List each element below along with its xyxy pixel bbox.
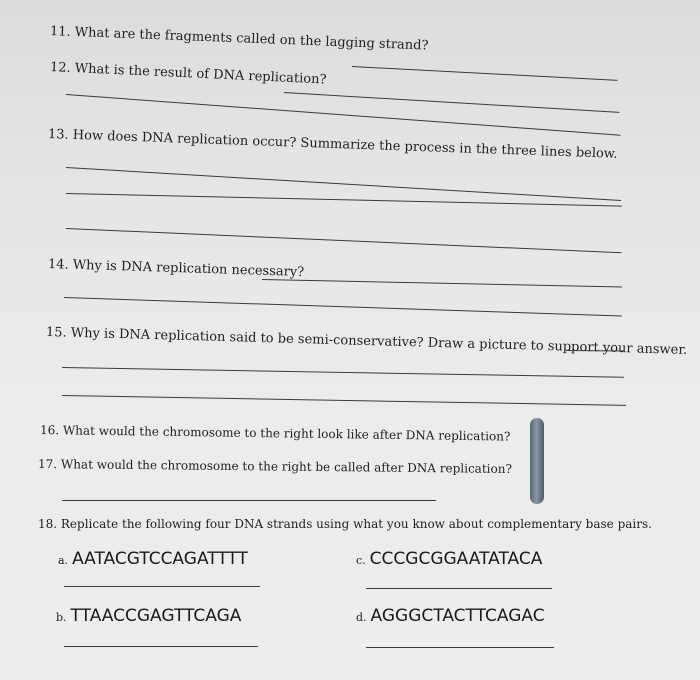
answer-line-18a [64,586,260,587]
strand-d-label: d. [356,611,367,624]
strand-b-label: b. [56,611,67,624]
question-11: 11. What are the fragments called on the lagging strand? [49,24,429,54]
answer-line-12b [66,94,621,136]
answer-line-14a [262,279,622,288]
strand-b [56,606,241,626]
answer-line-15c [62,395,626,406]
answer-line-18b [64,646,258,647]
question-15: 15. Why is DNA replication said to be semi-conservative? Draw a picture to support your answer. [45,325,688,358]
strand-d-sequence: AGGGCTACTTCAGAC [370,606,545,626]
answer-line-13c [66,228,622,253]
question-17: 17. What would the chromosome to the right be called after DNA replication? [37,457,513,476]
answer-line-11 [352,66,618,81]
answer-line-17 [62,500,436,501]
question-14: 14. Why is DNA replication necessary? [47,257,305,281]
question-12: 12. What is the result of DNA replication? [49,60,327,88]
answer-line-18c [366,588,552,589]
strand-d [356,606,545,626]
question-18: 18. Replicate the following four DNA strands using what you know about complementary base pairs. [38,517,652,531]
answer-line-14b [64,297,622,317]
strand-a [58,549,248,569]
strand-c-label: c. [356,554,366,567]
chromosome-image [530,418,544,504]
strand-c-sequence: CCCGCGGAATATACA [369,549,543,569]
question-16: 16. What would the chromosome to the right look like after DNA replication? [39,423,511,444]
strand-a-sequence: AATACGTCCAGATTTT [72,549,248,569]
answer-line-15b [62,367,624,378]
strand-c [356,549,542,569]
answer-line-18d [366,647,554,648]
question-13: 13. How does DNA replication occur? Summarize the process in the three lines below. [47,127,618,162]
strand-b-sequence: TTAACCGAGTTCAGA [70,606,242,626]
strand-a-label: a. [58,554,69,567]
answer-line-12a [284,92,619,113]
